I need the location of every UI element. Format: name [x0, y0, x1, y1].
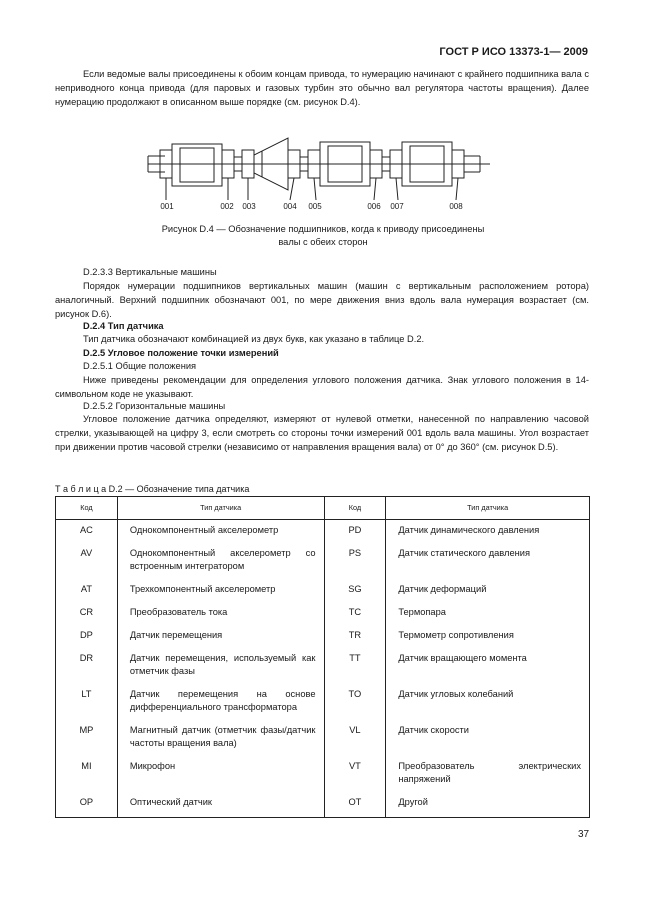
cell-code: MI: [56, 756, 118, 792]
section-d2-5-2-text: Угловое положение датчика определяют, измеряют от нулевой отметки, нанесенной по направлению часовой стрелки, указывающей на цифру 3, если смотреть со стороны точки измерений 001 вдоль вала машины. Угол возрастает при движении против часовой стрелки (независимо от направления вращения вала) от 0° до 360° (см. рисунок D.5).: [55, 414, 589, 452]
label-002: 002: [220, 202, 234, 211]
cell-code: DR: [56, 648, 118, 684]
cell-type: Датчик скорости: [386, 720, 590, 756]
document-header: ГОСТ Р ИСО 13373-1— 2009: [439, 46, 588, 58]
header-code-1: Код: [56, 497, 118, 520]
header-type-2: Тип датчика: [386, 497, 590, 520]
table-row: [56, 520, 590, 543]
page-number: 37: [578, 829, 590, 840]
cell-type: Датчик перемещения, используемый как отметчик фазы: [117, 648, 324, 684]
cell-type: Микрофон: [117, 756, 324, 792]
label-008: 008: [449, 202, 463, 211]
table-caption: Т а б л и ц а D.2 — Обозначение типа датчика: [55, 484, 250, 494]
cell-code: AV: [56, 543, 118, 579]
cell-type: Датчик перемещения на основе дифференциального трансформатора: [117, 684, 324, 720]
table-row: [56, 720, 590, 756]
label-005: 005: [308, 202, 322, 211]
cell-type: Датчик вращающего момента: [386, 648, 590, 684]
cell-code: TC: [324, 602, 386, 625]
cell-code: AT: [56, 579, 118, 602]
cell-type: Датчик динамического давления: [386, 520, 590, 543]
header-code-2: Код: [324, 497, 386, 520]
section-d2-5-title: D.2.5 Угловое положение точки измерений: [83, 348, 279, 358]
label-001: 001: [160, 202, 174, 211]
cell-code: AC: [56, 520, 118, 543]
table-row: [56, 602, 590, 625]
table-row: [56, 792, 590, 818]
cell-type: Датчик угловых колебаний: [386, 684, 590, 720]
cell-type: Датчик деформаций: [386, 579, 590, 602]
table-row: [56, 648, 590, 684]
cell-code: LT: [56, 684, 118, 720]
label-004: 004: [283, 202, 297, 211]
cell-code: DP: [56, 625, 118, 648]
figure-d4-shaft-diagram: [0, 130, 646, 225]
cell-code: TO: [324, 684, 386, 720]
label-007: 007: [390, 202, 404, 211]
cell-code: TR: [324, 625, 386, 648]
label-006: 006: [367, 202, 381, 211]
label-003: 003: [242, 202, 256, 211]
cell-type: Термопара: [386, 602, 590, 625]
cell-code: VT: [324, 756, 386, 792]
cell-type: Трехкомпонентный акселерометр: [117, 579, 324, 602]
table-row: [56, 756, 590, 792]
sensor-type-table: [55, 496, 590, 818]
cell-code: PD: [324, 520, 386, 543]
cell-type: Датчик статического давления: [386, 543, 590, 579]
cell-code: CR: [56, 602, 118, 625]
cell-code: OT: [324, 792, 386, 818]
cell-type: Другой: [386, 792, 590, 818]
cell-code: OP: [56, 792, 118, 818]
figure-caption: Рисунок D.4 — Обозначение подшипников, когда к приводу присоединены валы с обеих сторон: [161, 224, 485, 247]
cell-code: PS: [324, 543, 386, 579]
section-d2-5-1-text: Ниже приведены рекомендации для определения углового положения датчика. Знак углового положения в 14-символьном коде не указывают.: [55, 375, 589, 399]
table-row: [56, 579, 590, 602]
cell-type: Оптический датчик: [117, 792, 324, 818]
cell-code: TT: [324, 648, 386, 684]
section-d2-4-text: Тип датчика обозначают комбинацией из двух букв, как указано в таблице D.2.: [83, 334, 425, 344]
cell-type: Датчик перемещения: [117, 625, 324, 648]
table-row: [56, 625, 590, 648]
cell-code: SG: [324, 579, 386, 602]
cell-code: VL: [324, 720, 386, 756]
section-d2-5-2-title: D.2.5.2 Горизонтальные машины: [83, 401, 226, 411]
section-d2-3-3-title: D.2.3.3 Вертикальные машины: [83, 267, 217, 277]
cell-code: MP: [56, 720, 118, 756]
section-d2-3-3-text: Порядок нумерации подшипников вертикальных машин (машин с вертикальным расположением ротора) аналогичный. Верхний подшипник обозначают 001, по мере движения вниз вдоль вала нумерация возрастает (см. рисунок D.6).: [55, 281, 589, 319]
table-row: [56, 684, 590, 720]
header-type-1: Тип датчика: [117, 497, 324, 520]
cell-type: Преобразователь электрических напряжений: [386, 756, 590, 792]
cell-type: Термометр сопротивления: [386, 625, 590, 648]
cell-type: Преобразователь тока: [117, 602, 324, 625]
section-d2-5-1-title: D.2.5.1 Общие положения: [83, 361, 197, 371]
table-row: [56, 543, 590, 579]
cell-type: Магнитный датчик (отметчик фазы/датчик частоты вращения вала): [117, 720, 324, 756]
section-d2-4-title: D.2.4 Тип датчика: [83, 321, 164, 331]
cell-type: Однокомпонентный акселерометр: [117, 520, 324, 543]
intro-paragraph: Если ведомые валы присоединены к обоим концам привода, то нумерацию начинают с крайнего подшипника вала с неприводного конца привода (для паровых и газовых турбин это обычно вал регулятора частоты вращения). Далее нумерацию продолжают в описанном выше порядке (см. рисунок D.4).: [55, 69, 589, 107]
cell-type: Однокомпонентный акселерометр со встроенным интегратором: [117, 543, 324, 579]
